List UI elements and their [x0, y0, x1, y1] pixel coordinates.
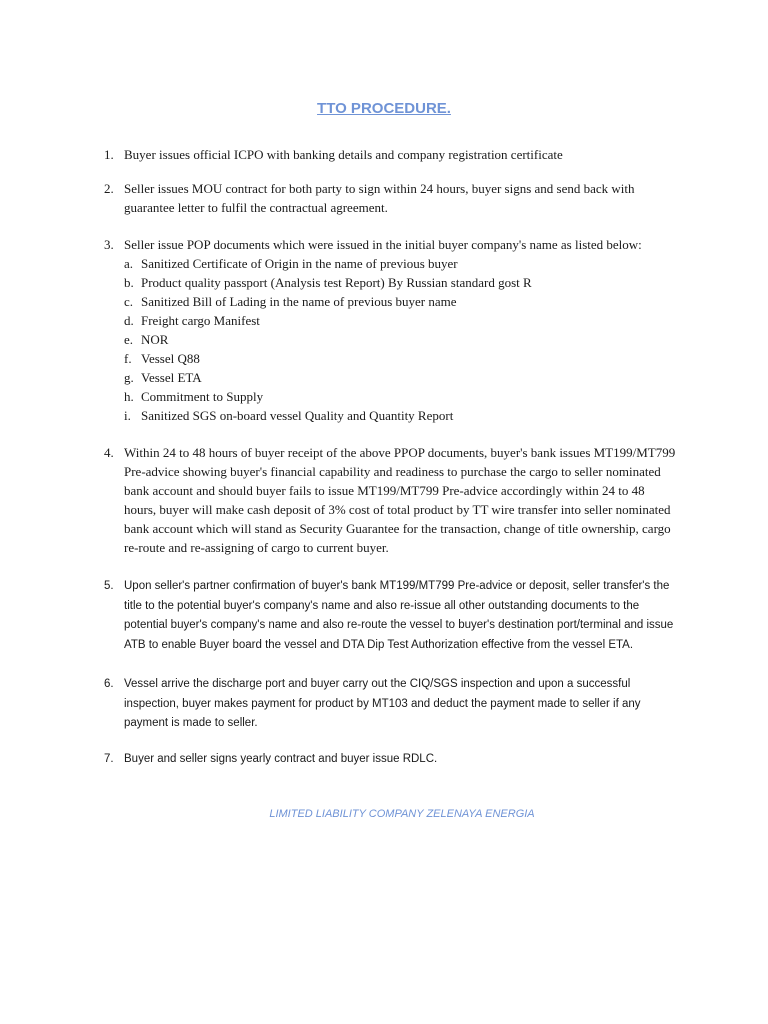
- item-letter: g.: [124, 370, 134, 385]
- step-text: Buyer issues official ICPO with banking details and company registration certificate: [124, 147, 563, 162]
- pop-document-item: [124, 330, 679, 349]
- pop-document-item: [124, 368, 679, 387]
- step-number: 2.: [104, 181, 114, 196]
- step-text: Vessel arrive the discharge port and buyer carry out the CIQ/SGS inspection and upon a successful inspection, buyer makes payment for product by MT103 and deduct the payment made to seller if any payment is made to seller.: [124, 678, 641, 729]
- step-number: 1.: [104, 147, 114, 162]
- pop-document-item: [124, 387, 679, 406]
- procedure-step-3: [104, 235, 679, 425]
- page-title: TTO PROCEDURE.: [317, 100, 451, 117]
- company-signature: LIMITED LIABILITY COMPANY ZELENAYA ENERGIA: [269, 808, 535, 820]
- pop-document-item: [124, 349, 679, 368]
- step-number: 5.: [104, 580, 114, 592]
- item-letter: c.: [124, 294, 134, 309]
- item-letter: i.: [124, 408, 131, 423]
- procedure-step-7: [104, 750, 679, 770]
- item-letter: a.: [124, 256, 134, 271]
- procedure-step-6: [104, 675, 679, 734]
- step-text: Seller issue POP documents which were issued in the initial buyer company's name as listed below:: [124, 237, 642, 252]
- pop-document-item: [124, 292, 679, 311]
- item-text: Sanitized Bill of Lading in the name of previous buyer name: [141, 294, 457, 309]
- item-text: Vessel Q88: [141, 351, 200, 366]
- item-text: Vessel ETA: [141, 370, 202, 385]
- pop-document-item: [124, 311, 679, 330]
- item-text: Product quality passport (Analysis test Report) By Russian standard gost R: [141, 275, 532, 290]
- procedure-steps: [104, 145, 679, 769]
- procedure-step-5: [104, 577, 679, 655]
- step-text: Seller issues MOU contract for both party to sign within 24 hours, buyer signs and send back with guarantee letter to fulfil the contractual agreement.: [124, 181, 635, 215]
- item-text: Commitment to Supply: [141, 389, 264, 404]
- procedure-step-1: [104, 145, 679, 164]
- item-letter: f.: [124, 351, 132, 366]
- pop-document-item: [124, 406, 679, 425]
- step-number: 4.: [104, 445, 114, 460]
- pop-document-item: [124, 273, 679, 292]
- step-text: Upon seller's partner confirmation of buyer's bank MT199/MT799 Pre-advice or deposit, seller transfer's the title to the potential buyer's company's name and also re-issue all other outstanding documents to the potential buyer's company's name and also re-route the vessel to buyer's destination port/terminal and issue ATB to enable Buyer board the vessel and DTA Dip Test Authorization effective from the vessel ETA.: [124, 580, 674, 651]
- item-text: Freight cargo Manifest: [141, 313, 260, 328]
- step-text: Within 24 to 48 hours of buyer receipt of the above PPOP documents, buyer's bank issues MT199/MT799 Pre-advice showing buyer's financial capability and readiness to purchase the cargo to seller nominated bank account and should buyer fails to issue MT199/MT799 Pre-advice accordingly within 24 to 48 hours, buyer will make cash deposit of 3% cost of total product by TT wire transfer into seller nominated bank account which will stand as Security Guarantee for the transaction, change of title ownership, cargo re-route and re-assigning of cargo to current buyer.: [124, 445, 676, 555]
- pop-documents-list: [124, 254, 679, 425]
- pop-document-item: [124, 254, 679, 273]
- procedure-step-2: [104, 179, 679, 217]
- item-text: Sanitized SGS on-board vessel Quality and Quantity Report: [141, 408, 454, 423]
- step-number: 6.: [104, 678, 114, 690]
- item-letter: h.: [124, 389, 134, 404]
- item-letter: e.: [124, 332, 134, 347]
- item-letter: d.: [124, 313, 134, 328]
- item-letter: b.: [124, 275, 134, 290]
- item-text: Sanitized Certificate of Origin in the name of previous buyer: [141, 256, 458, 271]
- step-number: 7.: [104, 752, 114, 765]
- step-number: 3.: [104, 237, 114, 252]
- step-text: Buyer and seller signs yearly contract and buyer issue RDLC.: [124, 752, 438, 765]
- procedure-step-4: [104, 443, 679, 557]
- item-text: NOR: [141, 332, 169, 347]
